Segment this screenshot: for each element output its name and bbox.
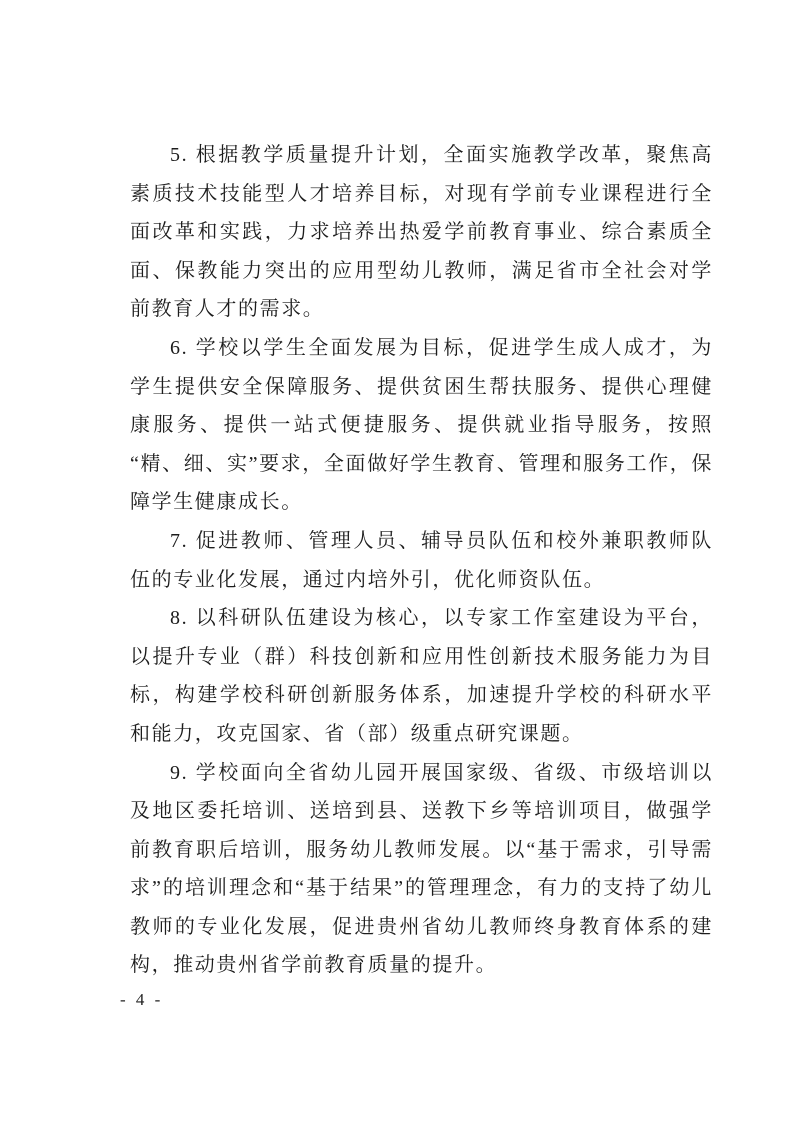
page-number: - 4 - [120, 990, 164, 1009]
paragraph-item-5: 5. 根据教学质量提升计划，全面实施教学改革，聚焦高素质技术技能型人才培养目标，对现有学前专业课程进行全面改革和实践，力求培养出热爱学前教育事业、综合素质全面、保教能力突出的应用型幼儿教师，满足省市全社会对学前教育人才的需求。 [130, 144, 713, 321]
paragraph-item-8: 8. 以科研队伍建设为核心，以专家工作室建设为平台，以提升专业（群）科技创新和应用性创新技术服务能力为目标，构建学校科研创新服务体系，加速提升学校的科研水平和能力，攻克国家、省（部）级重点研究课题。 [130, 607, 713, 745]
paragraph-item-6: 6. 学校以学生全面发展为目标，促进学生成人成才，为学生提供安全保障服务、提供贫困生帮扶服务、提供心理健康服务、提供一站式便捷服务、提供就业指导服务，按照“精、细、实”要求，全面做好学生教育、管理和服务工作，保障学生健康成长。 [130, 336, 713, 514]
paragraph-item-9: 9. 学校面向全省幼儿园开展国家级、省级、市级培训以及地区委托培训、送培到县、送教下乡等培训项目，做强学前教育职后培训，服务幼儿教师发展。以“基于需求，引导需求”的培训理念和“基于结果”的管理理念，有力的支持了幼儿教师的专业化发展，促进贵州省幼儿教师终身教育体系的建构，推动贵州省学前教育质量的提升。 [130, 761, 713, 977]
document-body [130, 136, 713, 985]
paragraph-item-7: 7. 促进教师、管理人员、辅导员队伍和校外兼职教师队伍的专业化发展，通过内培外引，优化师资队伍。 [130, 529, 713, 591]
